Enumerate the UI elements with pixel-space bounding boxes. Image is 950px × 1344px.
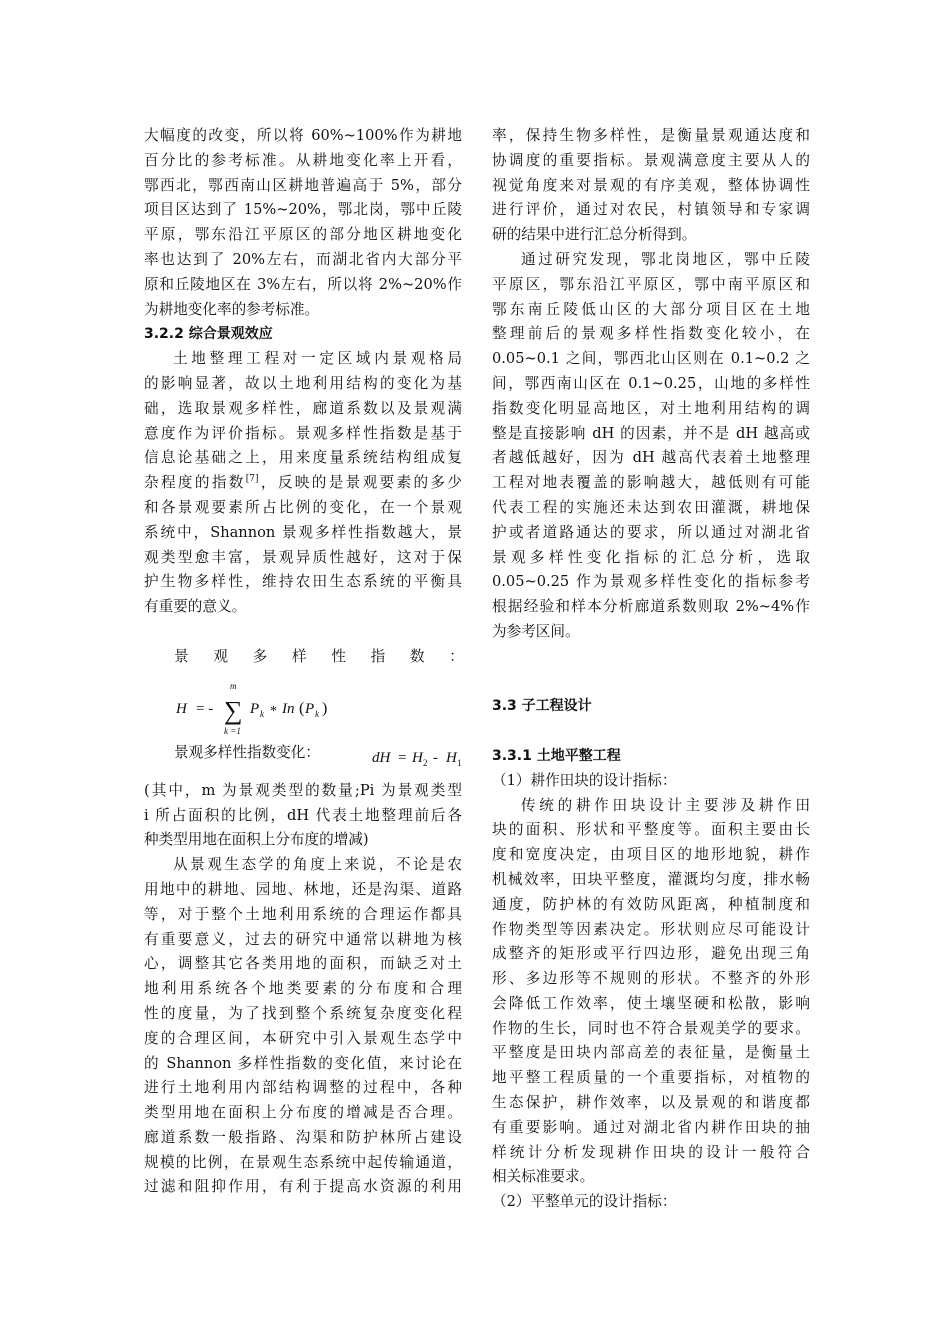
text-line: 心，调整其它各类用地的面积，而缺乏对土 — [144, 955, 462, 973]
spacer — [492, 670, 810, 695]
text-line: 有重要影响。通过对湖北省内耕作田块的抽 — [492, 1118, 810, 1136]
right-column — [492, 124, 810, 1215]
text-line: 通度，防护林的有效防风距离，种植制度和 — [492, 895, 810, 913]
text-line: 视觉角度来对景观的有序美观，整体协调性 — [492, 176, 810, 194]
text-segment: 杂程度的指数 — [144, 474, 246, 492]
paragraph-satisfaction — [492, 124, 810, 248]
text-line: 地平整工程质量的一个重要指标，对植物的 — [492, 1069, 810, 1087]
formula-symbol: ) — [322, 699, 328, 717]
text-line: 鄂东南丘陵低山区的大部分项目区在土地 — [492, 300, 810, 318]
spacer — [144, 620, 462, 645]
formula-symbol: dH — [372, 749, 391, 766]
paragraph-landscape-ecology — [144, 853, 462, 1200]
text-line: 通过研究发现，鄂北岗地区，鄂中丘陵 — [521, 250, 810, 268]
paragraph-field-design — [492, 794, 810, 1191]
text-line: 景观多样性变化指标的汇总分析，选取 — [492, 548, 810, 566]
section-heading-3-3-1: 3.3.1 土地平整工程 — [492, 747, 621, 764]
text-line: 百分比的参考标准。从耕地变化率上开看， — [144, 151, 462, 169]
text-line: 规模的比例，在景观生态系统中起传输通道， — [144, 1153, 462, 1171]
text-line: 作物的生长，同时也不符合景观美学的要求。 — [492, 1019, 810, 1037]
text-line: 根据经验和样本分析廊道系数则取 2%~4%作 — [492, 598, 810, 616]
text-line: 指数变化明显高地区，对土地利用结构的调 — [492, 399, 810, 417]
diversity-change-row — [174, 741, 474, 771]
text-line: 土地整理工程对一定区域内景观格局 — [173, 350, 462, 368]
text-line: 鄂西北，鄂西南山区耕地普遍高于 5%，部分 — [144, 176, 462, 194]
text-line: 的 Shannon 多样性指数的变化值，来讨论在 — [144, 1054, 462, 1072]
text-line: 观类型愈丰富，景观异质性越好，这对于保 — [144, 548, 462, 566]
summation-sign: ∑ — [224, 695, 243, 725]
paragraph-landscape-effect — [144, 347, 462, 620]
text-line: 整理前后的景观多样性指数变化较小，在 — [492, 325, 810, 343]
text-line: 相关标准要求。 — [492, 1168, 595, 1186]
paragraph-research-findings — [492, 248, 810, 645]
text-line: 0.05~0.25 作为景观多样性变化的指标参考 — [492, 573, 810, 591]
formula-symbol: - — [433, 749, 438, 766]
formula-symbol: P — [250, 700, 260, 717]
text-line: 块的面积、形状和平整度等。面积主要由长 — [492, 821, 810, 839]
text-line: 地利用系统各个地类要素的分布度和合理 — [144, 980, 462, 998]
text-line: 间，鄂西南山区在 0.1~0.25，山地的多样性 — [492, 374, 810, 392]
text-line: 系统中，Shannon 景观多样性指数越大，景 — [144, 523, 462, 541]
formula-label-char: 指 — [370, 647, 386, 665]
text-line: 为耕地变化率的参考标准。 — [144, 300, 320, 318]
spacer — [492, 719, 810, 744]
text-line: 平原区，鄂东沿江平原区，鄂中南平原区和 — [492, 275, 810, 293]
text-line: 性的度量，为了找到整个系统复杂度变化程 — [144, 1004, 462, 1022]
text-line-with-citation — [144, 471, 462, 496]
text-line: 用地中的耕地、园地、林地，还是沟渠、道路 — [144, 880, 462, 898]
formula-symbol: k =1 — [224, 725, 241, 736]
formula-symbol: ( — [299, 699, 305, 717]
section-heading-3-2-2: 3.2.2 综合景观效应 — [144, 326, 273, 343]
text-line: 会降低工作效率，使土壤坚硬和松散，影响 — [492, 994, 810, 1012]
text-line: 成整齐的矩形或平行四边形，避免出现三角 — [492, 945, 810, 963]
text-line: 信息论基础之上，用来度量系统结构组成复 — [144, 449, 462, 467]
text-line: 项目区达到了 15%~20%，鄂北岗，鄂中丘陵 — [144, 201, 462, 219]
text-line: 研的结果中进行汇总分析得到。 — [492, 226, 697, 244]
text-line: 础，选取景观多样性，廊道系数以及景观满 — [144, 399, 462, 417]
left-column — [144, 124, 462, 1200]
formula-symbol: k — [260, 708, 264, 719]
text-line: 率，保持生物多样性，是衡量景观通达度和 — [492, 127, 810, 144]
formula-symbol: = — [398, 749, 407, 766]
formula-label-char: 多 — [252, 647, 268, 665]
text-line: 从景观生态学的角度上来说，不论是农 — [173, 856, 462, 874]
text-line: 0.05~0.1 之间，鄂西北山区则在 0.1~0.2 之 — [492, 350, 810, 368]
text-line: 有重要意义，过去的研究中通常以耕地为核 — [144, 930, 462, 948]
citation-reference: [7] — [245, 474, 259, 485]
text-line: (其中，m 为景观类型的数量;Pi 为景观类型 — [144, 781, 462, 799]
formula-symbol: H — [412, 749, 423, 766]
formula-label-char: 观 — [213, 647, 228, 665]
text-line: 护生物多样性，维持农田生态系统的平衡具 — [144, 573, 462, 591]
text-line: 样统计分析发现耕作田块的设计一般符合 — [492, 1143, 810, 1161]
text-line: 过滤和阻抑作用，有利于提高水资源的利用 — [144, 1178, 462, 1196]
formula-label-char: 景 — [174, 647, 189, 665]
formula-symbol: 2 — [423, 757, 428, 768]
text-line: 整是直接影响 dH 的因素，并不是 dH 越高或 — [492, 424, 810, 442]
diversity-change-formula — [370, 745, 470, 771]
text-line: 廊道系数一般指路、沟渠和防护林所占建设 — [144, 1128, 462, 1146]
text-line: 意度作为评价指标。景观多样性指数是基于 — [144, 424, 462, 442]
text-line: 度的合理区间，本研究中引入景观生态学中 — [144, 1029, 462, 1047]
text-line: 者越低越好，因为 dH 越高代表着土地整理 — [492, 449, 810, 467]
formula-symbol: P — [305, 700, 315, 717]
text-line: 度和宽度决定，由项目区的地形地貌，耕作 — [492, 846, 810, 864]
formula-symbol: * — [270, 703, 277, 719]
formula-symbol: k — [315, 708, 319, 719]
text-line: 护或者道路通达的要求，所以通过对湖北省 — [492, 523, 810, 541]
list-item-heading: （2）平整单元的设计指标： — [492, 1193, 677, 1211]
text-line: 协调度的重要指标。景观满意度主要从人的 — [492, 151, 810, 169]
formula-label-char: 数 — [409, 647, 425, 665]
text-line: 进行土地利用内部结构调整的过程中，各种 — [144, 1079, 462, 1097]
spacer — [492, 645, 810, 670]
diversity-change-label: 景观多样性指数变化： — [174, 743, 320, 761]
text-line: 进行评价，通过对农民，村镇领导和专家调 — [492, 201, 810, 219]
paragraph-formula-notes — [144, 779, 462, 853]
text-line: 类型用地在面积上分布度的增减是否合理。 — [144, 1104, 462, 1122]
text-line: 原和丘陵地区在 3%左右，所以将 2%~20%作 — [144, 275, 462, 293]
formula-label — [174, 645, 464, 670]
formula-symbol: m — [230, 680, 237, 691]
formula-block — [144, 645, 462, 769]
text-line: 传统的耕作田块设计主要涉及耕作田 — [521, 796, 810, 814]
text-line: 形、多边形等不规则的形状。不整齐的外形 — [492, 970, 810, 988]
formula-label-char: 性 — [331, 647, 346, 665]
text-line: 有重要的意义。 — [144, 598, 247, 616]
text-line: 机械效率，田块平整度，灌溉均匀度，排水畅 — [492, 870, 810, 888]
text-line: 代表工程的实施还未达到农田灌溉，耕地保 — [492, 498, 810, 516]
text-line: 种类型用地在面积上分布度的增减) — [144, 831, 369, 849]
text-line: 大幅度的改变，所以将 60%~100%作为耕地 — [144, 127, 462, 144]
text-line: 等，对于整个土地利用系统的合理运作都具 — [144, 905, 462, 923]
text-segment: ，反映的是景观要素的多少 — [258, 474, 462, 492]
formula-label-char: 样 — [291, 647, 307, 665]
text-line: 生态保护，耕作效率，以及景观的和谐度都 — [492, 1094, 810, 1112]
text-line: 工程对地表覆盖的影响越大，越低则有可能 — [492, 474, 810, 492]
shannon-index-formula — [172, 679, 352, 737]
text-line: 和各景观要素所占比例的变化，在一个景观 — [144, 498, 462, 516]
formula-symbol: H — [176, 700, 187, 717]
text-line: i 所占面积的比例，dH 代表土地整理前后各 — [144, 806, 462, 824]
text-line: 作物类型等因素决定。形状则应尽可能设计 — [492, 920, 810, 938]
text-line: 平整度是田块内部高差的表征量，是衡量土 — [492, 1044, 810, 1062]
list-item-heading: （1）耕作田块的设计指标： — [492, 771, 677, 789]
formula-symbol: In — [282, 700, 295, 717]
section-heading-3-3: 3.3 子工程设计 — [492, 698, 592, 715]
text-line: 平原，鄂东沿江平原区的部分地区耕地变化 — [144, 226, 462, 244]
formula-symbol: 1 — [457, 757, 462, 768]
text-line: 率也达到了 20%左右，而湖北省内大部分平 — [144, 250, 462, 268]
formula-label-char: ： — [449, 647, 464, 665]
text-line: 为参考区间。 — [492, 622, 580, 640]
paragraph-cultivated-land-standard — [144, 124, 462, 322]
formula-symbol: H — [446, 749, 457, 766]
text-line: 的影响显著，故以土地利用结构的变化为基 — [144, 374, 462, 392]
formula-symbol: = - — [196, 700, 214, 717]
